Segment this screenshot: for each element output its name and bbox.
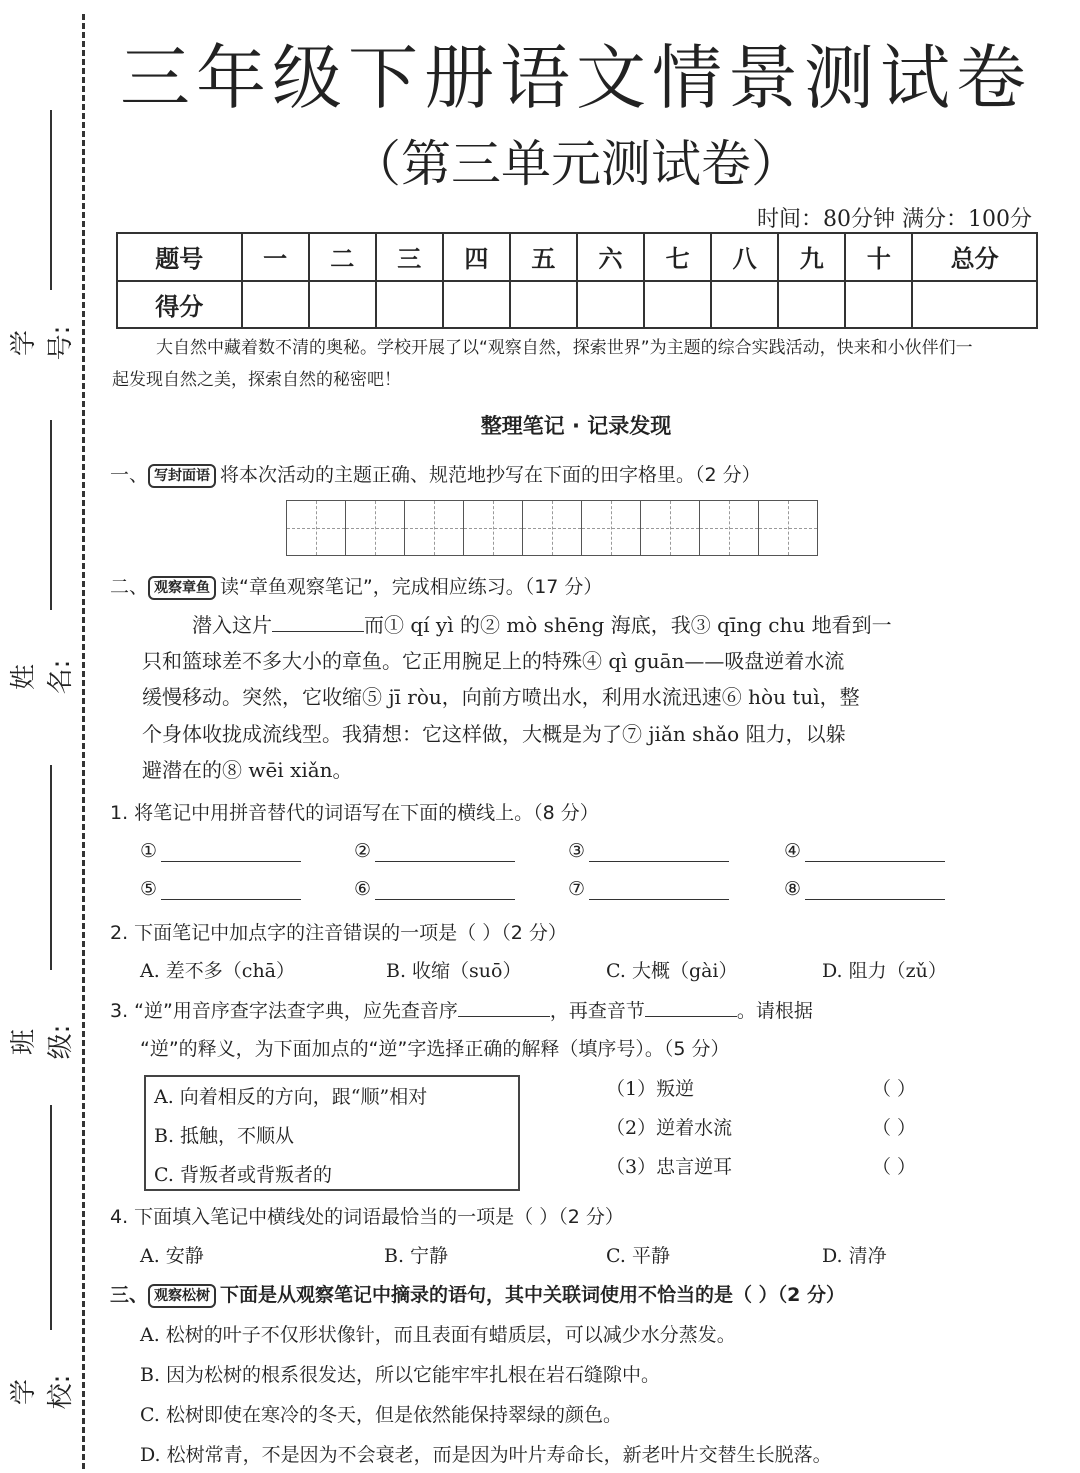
passage-line	[192, 607, 892, 643]
score-cell[interactable]	[577, 281, 644, 329]
score-cell[interactable]	[644, 281, 711, 329]
score-header-cell: 六	[577, 233, 644, 281]
passage-line: 个身体收拢成流线型。我猜想：它这样做，大概是为了⑦ jiǎn shǎo 阻力，以躲	[142, 722, 846, 746]
answer-line[interactable]	[375, 841, 515, 862]
option-a[interactable]: A. 差不多（chā）	[140, 960, 296, 982]
answer-slot[interactable]	[354, 840, 515, 862]
page-title: 三年级下册语文情景测试卷	[120, 37, 1032, 119]
time-info: 时间：80分钟 满分：100分	[757, 207, 1032, 232]
score-header-cell: 一	[242, 233, 309, 281]
score-cell[interactable]	[376, 281, 443, 329]
question-text: 将本次活动的主题正确、规范地抄写在下面的田字格里。（2 分）	[220, 464, 761, 486]
score-cell[interactable]	[845, 281, 912, 329]
answer-line[interactable]	[589, 841, 729, 862]
question-text: 读“章鱼观察笔记”，完成相应练习。（17 分）	[220, 576, 603, 598]
answer-line[interactable]	[589, 879, 729, 900]
question-number: 二、	[110, 576, 149, 598]
subquestion-3	[110, 996, 813, 1023]
question-text: 下面是从观察笔记中摘录的语句，其中关联词使用不恰当的是（ ）（2 分）	[220, 1284, 845, 1306]
score-row-label: 得分	[117, 281, 242, 329]
passage-line: 避潜在的⑧ wēi xiǎn。	[142, 758, 353, 782]
id-write-line	[50, 110, 52, 290]
intro-text: 大自然中藏着数不清的奥秘。学校开展了以“观察自然，探索世界”为主题的综合实践活动，快来和小伙伴们一起发现自然之美，探索自然的秘密吧！	[112, 338, 973, 390]
score-cell[interactable]	[443, 281, 510, 329]
side-label-class: 班级:	[9, 1024, 76, 1060]
answer-slot[interactable]	[568, 878, 729, 900]
answer-slot[interactable]	[140, 878, 301, 900]
answer-label: ②	[354, 840, 372, 862]
answer-label: ③	[568, 840, 586, 862]
answer-paren[interactable]: （ ）	[872, 1117, 917, 1139]
subquestion-2: 2. 下面笔记中加点字的注音错误的一项是（ ）（2 分）	[110, 922, 567, 944]
answer-blank[interactable]	[645, 998, 737, 1017]
score-header-cell: 十	[845, 233, 912, 281]
score-cell[interactable]	[242, 281, 309, 329]
question-tag: 观察章鱼	[148, 576, 216, 600]
score-header-cell: 四	[443, 233, 510, 281]
answer-line[interactable]	[161, 879, 301, 900]
usage-item: （3）忠言逆耳	[606, 1156, 733, 1178]
score-header-cell: 总分	[912, 233, 1037, 281]
answer-slot[interactable]	[568, 840, 729, 862]
answer-paren[interactable]: （ ）	[872, 1078, 917, 1100]
question-tag: 观察松树	[148, 1284, 216, 1308]
question-text: ，再查音节	[549, 1000, 645, 1022]
score-cell[interactable]	[309, 281, 376, 329]
definition-item: A. 向着相反的方向，跟“顺”相对	[154, 1086, 428, 1108]
binding-dashed-line	[82, 14, 85, 1469]
passage-text: 而① qí yì 的② mò shēng 海底，我③ qīng chu 地看到一	[364, 613, 892, 637]
subquestion-4: 4. 下面填入笔记中横线处的词语最恰当的一项是（ ）（2 分）	[110, 1206, 624, 1228]
side-label-school: 学校:	[9, 1374, 76, 1410]
answer-slot[interactable]	[784, 840, 945, 862]
definition-item: C. 背叛者或背叛者的	[154, 1164, 332, 1186]
option-b[interactable]: B. 宁静	[384, 1245, 449, 1267]
passage-text: 潜入这片	[192, 613, 272, 637]
question-number: 一、	[110, 464, 149, 486]
option-a[interactable]: A. 安静	[140, 1245, 204, 1267]
passage-line: 只和篮球差不多大小的章鱼。它正用腕足上的特殊④ qì guān——吸盘逆着水流	[142, 649, 845, 673]
question-3	[110, 1280, 845, 1308]
answer-label: ⑥	[354, 878, 372, 900]
answer-label: ⑤	[140, 878, 158, 900]
score-header-cell: 七	[644, 233, 711, 281]
option-c[interactable]: C. 平静	[606, 1245, 670, 1267]
score-header-cell: 八	[711, 233, 778, 281]
definition-item: B. 抵触，不顺从	[154, 1125, 295, 1147]
name-write-line	[50, 420, 52, 610]
answer-label: ①	[140, 840, 158, 862]
answer-label: ⑧	[784, 878, 802, 900]
option-c[interactable]: C. 大概（gài）	[606, 960, 738, 982]
answer-line[interactable]	[161, 841, 301, 862]
question-1	[110, 460, 761, 488]
question-text: 。请根据	[736, 1000, 813, 1022]
subquestion-1: 1. 将笔记中用拼音替代的词语写在下面的横线上。（8 分）	[110, 802, 599, 824]
tianzi-grid[interactable]	[286, 500, 818, 556]
score-cell[interactable]	[510, 281, 577, 329]
grid-cell[interactable]	[405, 500, 464, 556]
grid-cell[interactable]	[582, 500, 641, 556]
answer-paren[interactable]: （ ）	[872, 1156, 917, 1178]
school-write-line	[50, 1105, 52, 1330]
score-header-row	[117, 233, 1037, 281]
answer-line[interactable]	[805, 879, 945, 900]
section-title: 整理笔记 · 记录发现	[480, 414, 672, 438]
answer-slot[interactable]	[354, 878, 515, 900]
passage-line: 缓慢移动。突然，它收缩⑤ jī ròu，向前方喷出水，利用水流迅速⑥ hòu tuì，整	[142, 685, 860, 709]
score-header-cell: 二	[309, 233, 376, 281]
question-text: 3. “逆”用音序查字法查字典，应先查音序	[110, 1000, 458, 1022]
page-subtitle: （第三单元测试卷）	[351, 135, 801, 193]
answer-blank[interactable]	[458, 998, 550, 1017]
option-c[interactable]: C. 松树即使在寒冷的冬天，但是依然能保持翠绿的颜色。	[140, 1404, 622, 1426]
answer-label: ⑦	[568, 878, 586, 900]
score-header-cell: 九	[778, 233, 845, 281]
grid-cell[interactable]	[523, 500, 582, 556]
question-2	[110, 572, 602, 600]
score-cell[interactable]	[711, 281, 778, 329]
option-d[interactable]: D. 阻力（zǔ）	[822, 960, 947, 982]
grid-cell[interactable]	[346, 500, 405, 556]
subquestion-3-line2: “逆”的释义，为下面加点的“逆”字选择正确的解释（填序号）。（5 分）	[140, 1038, 730, 1060]
option-b[interactable]: B. 因为松树的根系很发达，所以它能牢牢扎根在岩石缝隙中。	[140, 1364, 661, 1386]
score-input-row	[117, 281, 1037, 329]
grid-cell[interactable]	[700, 500, 759, 556]
score-cell[interactable]	[912, 281, 1037, 329]
score-header-cell: 三	[376, 233, 443, 281]
grid-cell[interactable]	[464, 500, 523, 556]
answer-line[interactable]	[375, 879, 515, 900]
grid-cell[interactable]	[641, 500, 700, 556]
answer-label: ④	[784, 840, 802, 862]
score-header-cell: 题号	[117, 233, 242, 281]
score-table	[116, 232, 1038, 329]
usage-item: （2）逆着水流	[606, 1117, 733, 1139]
answer-line[interactable]	[805, 841, 945, 862]
usage-item: （1）叛逆	[606, 1078, 695, 1100]
side-label-name: 姓名:	[9, 659, 76, 695]
option-d[interactable]: D. 松树常青，不是因为不会衰老，而是因为叶片寿命长，新老叶片交替生长脱落。	[140, 1444, 832, 1466]
question-tag: 写封面语	[148, 464, 216, 488]
score-header-cell: 五	[510, 233, 577, 281]
side-label-student-id: 学号:	[9, 325, 76, 361]
option-a[interactable]: A. 松树的叶子不仅形状像针，而且表面有蜡质层，可以减少水分蒸发。	[140, 1324, 736, 1346]
option-d[interactable]: D. 清净	[822, 1245, 887, 1267]
answer-slot[interactable]	[784, 878, 945, 900]
grid-cell[interactable]	[286, 500, 346, 556]
question-number: 三、	[110, 1284, 149, 1306]
answer-slot[interactable]	[140, 840, 301, 862]
option-b[interactable]: B. 收缩（suō）	[386, 960, 522, 982]
score-cell[interactable]	[778, 281, 845, 329]
class-write-line	[50, 765, 52, 970]
grid-cell[interactable]	[759, 500, 818, 556]
passage-blank[interactable]	[272, 611, 364, 632]
